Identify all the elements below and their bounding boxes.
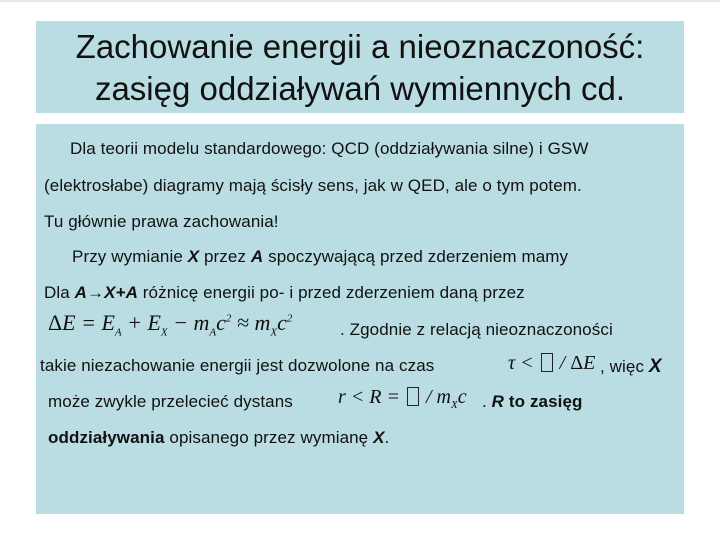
paragraph-1-line-3: Tu głównie prawa zachowania!: [44, 212, 279, 231]
paragraph-7: oddziaływania opisanego przez wymianę X.: [48, 428, 390, 447]
symbol-A: A: [250, 247, 264, 266]
symbol-X-2: X: [648, 356, 662, 377]
paragraph-3: Dla A→X+A różnicę energii po- i przed zderzeniem daną przez: [44, 283, 525, 302]
top-divider: [0, 0, 720, 2]
paragraph-5: takie niezachowanie energii jest dozwolone na czas: [40, 356, 435, 375]
paragraph-1-line-1: Dla teorii modelu standardowego: QCD (oddziaływania silne) i GSW: [70, 139, 589, 158]
paragraph-6: może zwykle przelecieć dystans: [48, 392, 293, 411]
range-formula: r < R = / $m_Xc$: [338, 386, 467, 411]
symbol-X-3: X: [373, 428, 385, 447]
paragraph-4-tail: . Zgodnie z relacją nieoznaczoności: [340, 320, 613, 339]
slide-title: [36, 26, 684, 110]
reaction: A→X+A: [74, 283, 138, 302]
title-line-1: Zachowanie energii a nieoznaczoność:: [75, 28, 645, 65]
symbol-X: X: [187, 247, 200, 266]
symbol-R: R: [491, 392, 505, 411]
energy-difference-formula: $\Delta E = E_A + E_X - m_Ac^2 \approx m_Xc^2$: [48, 310, 293, 339]
hbar-placeholder-glyph-2: [407, 387, 419, 406]
paragraph-5-tail: , więc X: [600, 356, 662, 377]
title-line-2: zasięg oddziaływań wymiennych cd.: [94, 70, 626, 107]
paragraph-6-tail: . R to zasięg: [482, 392, 583, 411]
time-formula: τ < / ΔE: [508, 352, 596, 374]
paragraph-2: Przy wymianie X przez A spoczywającą przed zderzeniem mamy: [72, 247, 569, 266]
hbar-placeholder-glyph: [541, 353, 553, 372]
paragraph-1-line-2: (elektrosłabe) diagramy mają ścisły sens, jak w QED, ale o tym potem.: [44, 176, 582, 195]
